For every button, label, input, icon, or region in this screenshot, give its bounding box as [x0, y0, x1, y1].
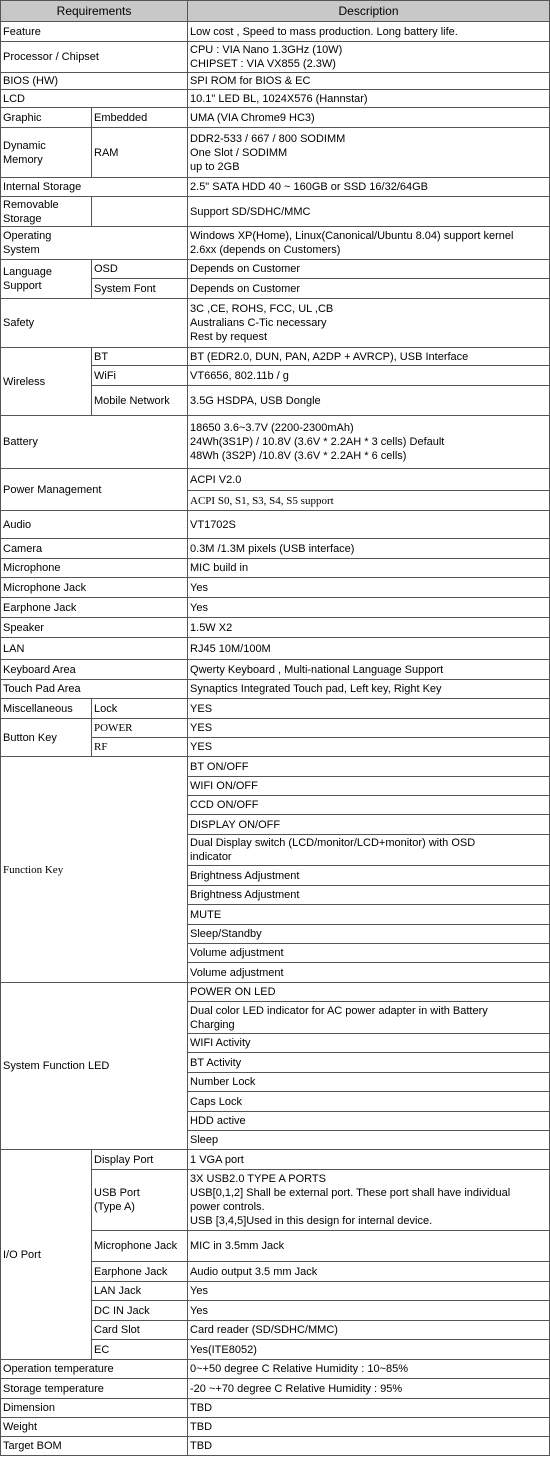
- desc-cell: YES: [188, 699, 550, 719]
- desc-cell: Depends on Customer: [188, 279, 550, 299]
- table-row: [1, 598, 550, 618]
- table-row: [1, 128, 550, 178]
- table-row: [1, 469, 550, 491]
- sub-label: POWER: [92, 719, 188, 738]
- req-label: Feature: [1, 22, 188, 42]
- desc-cell: VT1702S: [188, 511, 550, 539]
- desc-cell: MUTE: [188, 905, 550, 925]
- table-row: [1, 511, 550, 539]
- desc-cell: 10.1" LED BL, 1024X576 (Hannstar): [188, 90, 550, 108]
- table-row: [1, 983, 550, 1002]
- table-row: [1, 539, 550, 559]
- sub-label: BT: [92, 348, 188, 366]
- req-label: Operating System: [1, 227, 188, 260]
- sub-label: Microphone Jack: [92, 1231, 188, 1262]
- desc-cell: Sleep: [188, 1131, 550, 1150]
- sub-label: System Font: [92, 279, 188, 299]
- table-row: [1, 618, 550, 638]
- req-label: Processor / Chipset: [1, 42, 188, 73]
- desc-cell: Brightness Adjustment: [188, 886, 550, 905]
- sub-label: EC: [92, 1340, 188, 1360]
- desc-cell: Audio output 3.5 mm Jack: [188, 1262, 550, 1282]
- desc-cell: TBD: [188, 1437, 550, 1456]
- desc-cell: ACPI S0, S1, S3, S4, S5 support: [188, 491, 550, 511]
- table-row: [1, 699, 550, 719]
- desc-cell: Yes: [188, 578, 550, 598]
- sub-label: RAM: [92, 128, 188, 178]
- desc-cell: DDR2-533 / 667 / 800 SODIMM One Slot / SODIMM up to 2GB: [188, 128, 550, 178]
- req-label: Earphone Jack: [1, 598, 188, 618]
- desc-cell: Yes: [188, 598, 550, 618]
- desc-cell: 3.5G HSDPA, USB Dongle: [188, 386, 550, 416]
- table-row: [1, 1418, 550, 1437]
- table-row: [1, 578, 550, 598]
- desc-cell: WIFI Activity: [188, 1034, 550, 1053]
- desc-cell: 1.5W X2: [188, 618, 550, 638]
- req-label: Internal Storage: [1, 178, 188, 197]
- req-label: Camera: [1, 539, 188, 559]
- req-label: Keyboard Area: [1, 660, 188, 680]
- desc-cell: 1 VGA port: [188, 1150, 550, 1170]
- desc-cell: TBD: [188, 1399, 550, 1418]
- desc-cell: DISPLAY ON/OFF: [188, 815, 550, 835]
- desc-cell: CPU : VIA Nano 1.3GHz (10W) CHIPSET : VIA VX855 (2.3W): [188, 42, 550, 73]
- desc-cell: RJ45 10M/100M: [188, 638, 550, 660]
- req-label: Wireless: [1, 348, 92, 416]
- system-led-label: System Function LED: [1, 983, 188, 1150]
- table-row: [1, 227, 550, 260]
- req-label: LAN: [1, 638, 188, 660]
- table-row: [1, 559, 550, 578]
- header-requirements: Requirements: [1, 1, 188, 22]
- desc-cell: WIFI ON/OFF: [188, 777, 550, 796]
- desc-cell: VT6656, 802.11b / g: [188, 366, 550, 386]
- sub-label: Card Slot: [92, 1321, 188, 1340]
- table-row: [1, 178, 550, 197]
- desc-cell: Number Lock: [188, 1073, 550, 1092]
- header-description: Description: [188, 1, 550, 22]
- req-label: Storage temperature: [1, 1379, 188, 1399]
- req-label: Graphic: [1, 108, 92, 128]
- desc-cell: Brightness Adjustment: [188, 866, 550, 886]
- req-label: Speaker: [1, 618, 188, 638]
- desc-cell: 0~+50 degree C Relative Humidity : 10~85%: [188, 1360, 550, 1379]
- sub-label: [92, 197, 188, 227]
- table-row: [1, 680, 550, 699]
- table-row: [1, 22, 550, 42]
- desc-cell: YES: [188, 719, 550, 738]
- req-label: Removable Storage: [1, 197, 92, 227]
- sub-label: Earphone Jack: [92, 1262, 188, 1282]
- req-label: Operation temperature: [1, 1360, 188, 1379]
- desc-cell: MIC in 3.5mm Jack: [188, 1231, 550, 1262]
- desc-cell: Depends on Customer: [188, 260, 550, 279]
- req-label: BIOS (HW): [1, 73, 188, 90]
- table-row: [1, 638, 550, 660]
- desc-cell: TBD: [188, 1418, 550, 1437]
- desc-cell: BT ON/OFF: [188, 757, 550, 777]
- desc-cell: ACPI V2.0: [188, 469, 550, 491]
- desc-cell: MIC build in: [188, 559, 550, 578]
- sub-label: USB Port (Type A): [92, 1170, 188, 1231]
- desc-cell: Yes(ITE8052): [188, 1340, 550, 1360]
- desc-cell: 2.5" SATA HDD 40 ~ 160GB or SSD 16/32/64GB: [188, 178, 550, 197]
- req-label: Battery: [1, 416, 188, 469]
- desc-cell: Card reader (SD/SDHC/MMC): [188, 1321, 550, 1340]
- header-row: [1, 1, 550, 22]
- req-label: LCD: [1, 90, 188, 108]
- table-row: [1, 299, 550, 348]
- sub-label: Embedded: [92, 108, 188, 128]
- desc-cell: Yes: [188, 1282, 550, 1301]
- req-label: Dimension: [1, 1399, 188, 1418]
- sub-label: Display Port: [92, 1150, 188, 1170]
- req-label: Touch Pad Area: [1, 680, 188, 699]
- sub-label: DC IN Jack: [92, 1301, 188, 1321]
- table-row: [1, 660, 550, 680]
- table-row: [1, 348, 550, 366]
- desc-cell: SPI ROM for BIOS & EC: [188, 73, 550, 90]
- table-row: [1, 1150, 550, 1170]
- desc-cell: Dual Display switch (LCD/monitor/LCD+monitor) with OSD indicator: [188, 835, 550, 866]
- req-label: Target BOM: [1, 1437, 188, 1456]
- desc-cell: BT (EDR2.0, DUN, PAN, A2DP + AVRCP), USB Interface: [188, 348, 550, 366]
- table-row: [1, 416, 550, 469]
- table-row: [1, 719, 550, 738]
- desc-cell: Sleep/Standby: [188, 925, 550, 944]
- desc-cell: YES: [188, 738, 550, 757]
- desc-cell: Support SD/SDHC/MMC: [188, 197, 550, 227]
- desc-cell: HDD active: [188, 1112, 550, 1131]
- desc-cell: Volume adjustment: [188, 963, 550, 983]
- table-row: [1, 1360, 550, 1379]
- sub-label: WiFi: [92, 366, 188, 386]
- desc-cell: -20 ~+70 degree C Relative Humidity : 95%: [188, 1379, 550, 1399]
- io-port-label: I/O Port: [1, 1150, 92, 1360]
- req-label: Miscellaneous: [1, 699, 92, 719]
- desc-cell: Caps Lock: [188, 1092, 550, 1112]
- req-label: Microphone Jack: [1, 578, 188, 598]
- req-label: Language Support: [1, 260, 92, 299]
- desc-cell: POWER ON LED: [188, 983, 550, 1002]
- table-row: [1, 197, 550, 227]
- desc-cell: Volume adjustment: [188, 944, 550, 963]
- function-key-label: Function Key: [1, 757, 188, 983]
- table-row: [1, 42, 550, 73]
- desc-cell: Windows XP(Home), Linux(Canonical/Ubuntu 8.04) support kernel 2.6xx (depends on Customers): [188, 227, 550, 260]
- req-label: Microphone: [1, 559, 188, 578]
- table-row: [1, 260, 550, 279]
- table-row: [1, 1379, 550, 1399]
- desc-cell: 3X USB2.0 TYPE A PORTS USB[0,1,2] Shall be external port. These port shall have individual power controls. USB [3,4,5]Used in this design for internal device.: [188, 1170, 550, 1231]
- desc-cell: Low cost , Speed to mass production. Long battery life.: [188, 22, 550, 42]
- table-row: [1, 108, 550, 128]
- desc-cell: Synaptics Integrated Touch pad, Left key, Right Key: [188, 680, 550, 699]
- desc-cell: Yes: [188, 1301, 550, 1321]
- req-label: Power Management: [1, 469, 188, 511]
- desc-cell: Qwerty Keyboard , Multi-national Language Support: [188, 660, 550, 680]
- desc-cell: CCD ON/OFF: [188, 796, 550, 815]
- table-row: [1, 73, 550, 90]
- sub-label: LAN Jack: [92, 1282, 188, 1301]
- table-row: [1, 1399, 550, 1418]
- desc-cell: 0.3M /1.3M pixels (USB interface): [188, 539, 550, 559]
- desc-cell: BT Activity: [188, 1053, 550, 1073]
- req-label: Audio: [1, 511, 188, 539]
- desc-cell: Dual color LED indicator for AC power adapter in with Battery Charging: [188, 1002, 550, 1034]
- req-label: Button Key: [1, 719, 92, 757]
- sub-label: Mobile Network: [92, 386, 188, 416]
- sub-label: RF: [92, 738, 188, 757]
- desc-cell: 3C ,CE, ROHS, FCC, UL ,CB Australians C-Tic necessary Rest by request: [188, 299, 550, 348]
- table-row: [1, 90, 550, 108]
- table-row: [1, 757, 550, 777]
- sub-label: OSD: [92, 260, 188, 279]
- desc-cell: UMA (VIA Chrome9 HC3): [188, 108, 550, 128]
- req-label: Weight: [1, 1418, 188, 1437]
- sub-label: Lock: [92, 699, 188, 719]
- req-label: Safety: [1, 299, 188, 348]
- desc-cell: 18650 3.6~3.7V (2200-2300mAh) 24Wh(3S1P) / 10.8V (3.6V * 2.2AH * 3 cells) Default 48Wh (3S2P) /10.8V (3.6V * 2.2AH * 6 cells): [188, 416, 550, 469]
- table-row: [1, 1437, 550, 1456]
- req-label: Dynamic Memory: [1, 128, 92, 178]
